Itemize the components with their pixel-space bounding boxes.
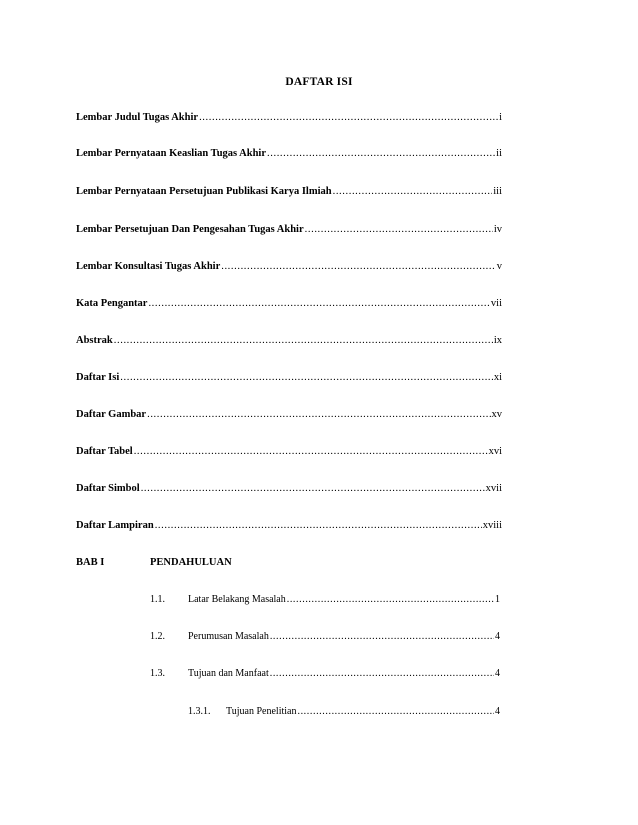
page-title: DAFTAR ISI xyxy=(285,76,353,88)
toc-entry-label: Daftar Simbol xyxy=(76,483,140,494)
dot-leader xyxy=(333,186,493,197)
section-page: 4 xyxy=(495,668,500,679)
dot-leader xyxy=(155,520,482,531)
toc-section xyxy=(150,594,500,610)
toc-entry xyxy=(76,148,502,164)
dot-leader xyxy=(305,224,493,235)
dot-leader xyxy=(120,372,493,383)
dot-leader xyxy=(141,483,485,494)
toc-entry-page: i xyxy=(499,112,502,123)
toc-entry xyxy=(76,298,502,314)
dot-leader xyxy=(297,706,494,717)
toc-entry xyxy=(76,372,502,388)
dot-leader xyxy=(267,148,495,159)
section-label: Latar Belakang Masalah xyxy=(188,594,286,605)
section-page: 4 xyxy=(495,631,500,642)
toc-entry xyxy=(76,261,502,277)
toc-entry-page: xvii xyxy=(485,483,502,494)
toc-entry-page: vii xyxy=(490,298,502,309)
toc-subsection xyxy=(188,706,500,722)
dot-leader xyxy=(287,594,494,605)
toc-entry-label: Abstrak xyxy=(76,335,113,346)
dot-leader xyxy=(199,112,498,123)
toc-entry-page: xviii xyxy=(482,520,502,531)
dot-leader xyxy=(114,335,493,346)
section-number: 1.1. xyxy=(150,594,165,605)
section-label: Tujuan dan Manfaat xyxy=(188,668,269,679)
section-number: 1.2. xyxy=(150,631,165,642)
subsection-page: 4 xyxy=(495,706,500,717)
section-page: 1 xyxy=(495,594,500,605)
toc-entry-page: xv xyxy=(491,409,502,420)
toc-entry-page: ix xyxy=(493,335,502,346)
toc-entry xyxy=(76,446,502,462)
chapter-title: PENDAHULUAN xyxy=(150,557,232,568)
subsection-label: Tujuan Penelitian xyxy=(226,706,297,717)
toc-entry xyxy=(76,224,502,240)
toc-entry xyxy=(76,112,502,128)
toc-entry-label: Lembar Pernyataan Keaslian Tugas Akhir xyxy=(76,148,267,159)
toc-section xyxy=(150,668,500,684)
toc-entry-page: v xyxy=(496,261,502,272)
dot-leader xyxy=(147,409,490,420)
toc-entry-page: xvi xyxy=(488,446,502,457)
section-label: Perumusan Masalah xyxy=(188,631,269,642)
toc-entry-label: Daftar Lampiran xyxy=(76,520,154,531)
toc-entry xyxy=(76,409,502,425)
toc-entry xyxy=(76,186,502,202)
toc-entry-label: Daftar Isi xyxy=(76,372,120,383)
dot-leader xyxy=(221,261,496,272)
toc-entry xyxy=(76,483,502,499)
toc-entry-page: xi xyxy=(493,372,502,383)
toc-entry-label: Lembar Persetujuan Dan Pengesahan Tugas Akhir xyxy=(76,224,304,235)
toc-entry xyxy=(76,520,502,536)
dot-leader xyxy=(270,631,494,642)
chapter-number: BAB I xyxy=(76,557,105,568)
dot-leader xyxy=(134,446,488,457)
toc-entry-label: Daftar Tabel xyxy=(76,446,133,457)
dot-leader xyxy=(270,668,494,679)
subsection-number: 1.3.1. xyxy=(188,706,211,717)
dot-leader xyxy=(148,298,489,309)
toc-entry-page: iii xyxy=(493,186,502,197)
toc-entry-label: Lembar Pernyataan Persetujuan Publikasi Karya Ilmiah xyxy=(76,186,332,197)
toc-entry-label: Lembar Konsultasi Tugas Akhir xyxy=(76,261,221,272)
toc-entry-label: Kata Pengantar xyxy=(76,298,148,309)
toc-entry-page: ii xyxy=(496,148,502,159)
toc-entry xyxy=(76,335,502,351)
toc-section xyxy=(150,631,500,647)
toc-entry-label: Lembar Judul Tugas Akhir xyxy=(76,112,199,123)
toc-entry-page: iv xyxy=(493,224,502,235)
section-number: 1.3. xyxy=(150,668,165,679)
toc-entry-label: Daftar Gambar xyxy=(76,409,147,420)
